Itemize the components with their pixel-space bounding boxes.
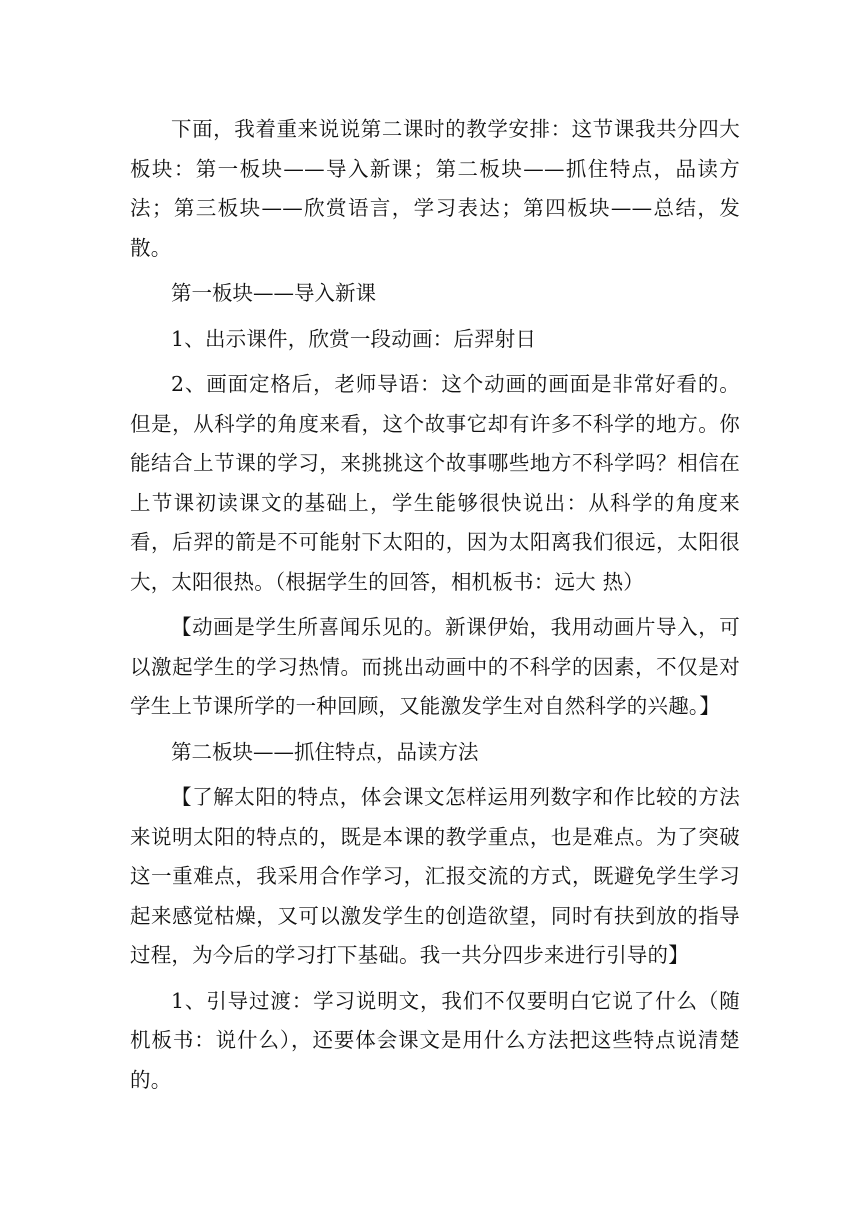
document-body <box>130 110 740 1106</box>
section-heading-1: 第一板块——导入新课 <box>171 281 376 305</box>
paragraph-step-2: 2、画面定格后，老师导语：这个动画的画面是非常好看的。但是，从科学的角度来看，这个故事它却有许多不科学的地方。你能结合上节课的学习，来挑挑这个故事哪些地方不科学吗？相信在上节课初读课文的基础上，学生能够很快说出：从科学的角度来看，后羿的箭是不可能射下太阳的，因为太阳离我们很远，太阳很大，太阳很热。（根据学生的回答，相机板书：远大 热） <box>130 372 740 594</box>
section-heading-2: 第二板块——抓住特点，品读方法 <box>171 739 479 764</box>
paragraph-step-1: 1、出示课件，欣赏一段动画：后羿射日 <box>171 326 537 351</box>
paragraph-note-2: 【了解太阳的特点，体会课文怎样运用列数字和作比较的方法来说明太阳的特点的，既是本课的教学重点，也是难点。为了突破这一重难点，我采用合作学习，汇报交流的方式，既避免学生学习起来感觉枯燥，又可以激发学生的创造欲望，同时有扶到放的指导过程，为今后的学习打下基础。我一共分四步来进行引导的】 <box>130 785 740 967</box>
paragraph-guide-1: 1、引导过渡：学习说明文，我们不仅要明白它说了什么（随机板书：说什么），还要体会课文是用什么方法把这些特点说清楚的。 <box>130 988 740 1092</box>
paragraph-note-1: 【动画是学生所喜闻乐见的。新课伊始，我用动画片导入，可以激起学生的学习热情。而挑出动画中的不科学的因素，不仅是对学生上节课所学的一种回顾，又能激发学生对自然科学的兴趣。】 <box>130 615 740 718</box>
paragraph-intro: 下面，我着重来说说第二课时的教学安排：这节课我共分四大板块：第一板块——导入新课；第二板块——抓住特点，品读方法；第三板块——欣赏语言，学习表达；第四板块——总结，发散。 <box>130 117 740 260</box>
